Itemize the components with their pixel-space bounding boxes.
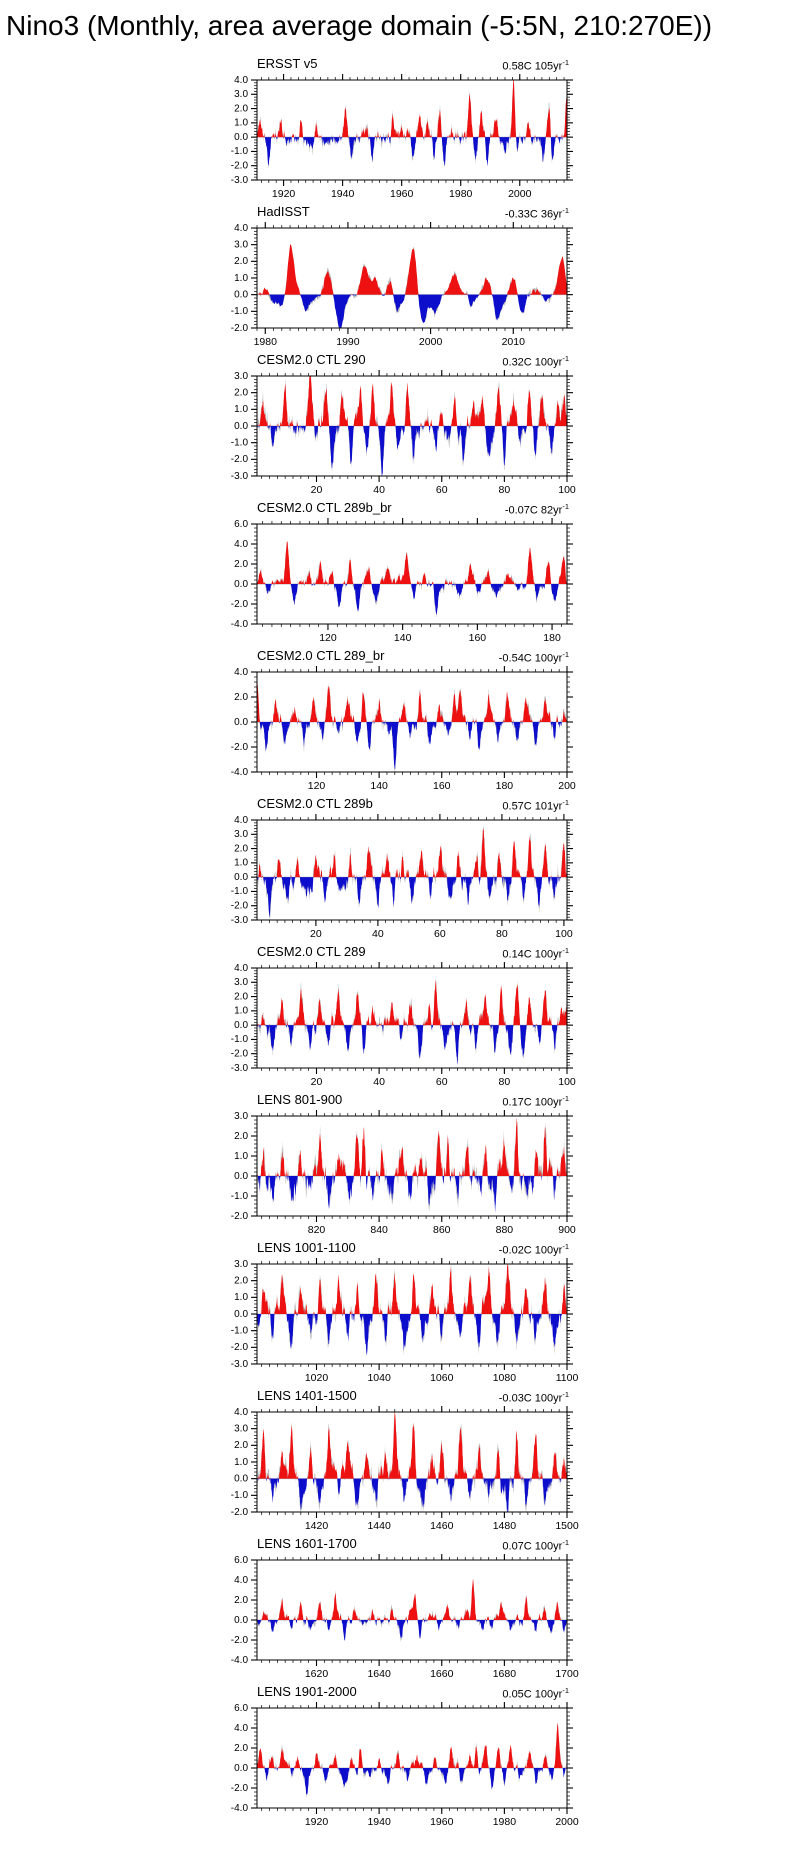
page-title: Nino3 (Monthly, area average domain (-5:5N, 210:270E)) (6, 10, 713, 41)
trend-annotation (499, 650, 569, 665)
anomaly-plot-canvas (195, 960, 585, 1088)
trend-annotation (502, 946, 569, 961)
panel-header (195, 648, 585, 664)
trend-annotation (499, 1242, 569, 1257)
anomaly-plot-canvas (195, 1552, 585, 1680)
panel-title: LENS 1001-1100 (257, 1240, 356, 1256)
panel-title: LENS 1601-1700 (257, 1536, 357, 1552)
anomaly-plot-canvas (195, 1700, 585, 1828)
panel-header (195, 1240, 585, 1256)
panel-header (195, 944, 585, 960)
panel-header (195, 796, 585, 812)
trend-exponent: -1 (562, 206, 569, 216)
trend-value: -0.54C 100yr (498, 652, 563, 665)
trend-value: 0.07C 100yr (502, 1540, 563, 1553)
trend-exponent: -1 (562, 650, 569, 660)
panel-title: CESM2.0 CTL 289_br (257, 648, 385, 664)
chart-panel (195, 1536, 585, 1684)
trend-annotation (502, 58, 569, 73)
anomaly-plot-canvas (195, 368, 585, 496)
anomaly-plot-canvas (195, 1108, 585, 1236)
chart-panel (195, 944, 585, 1092)
panel-header (195, 204, 585, 220)
panel-header (195, 1388, 585, 1404)
anomaly-plot-canvas (195, 72, 585, 200)
chart-panel (195, 56, 585, 204)
chart-panel (195, 500, 585, 648)
trend-exponent: -1 (562, 1242, 569, 1252)
trend-value: 0.58C 105yr (502, 60, 563, 73)
panel-header (195, 1536, 585, 1552)
trend-exponent: -1 (562, 1390, 569, 1400)
anomaly-plot-canvas (195, 664, 585, 792)
chart-panel (195, 1240, 585, 1388)
chart-panel (195, 1684, 585, 1832)
chart-panel (195, 648, 585, 796)
trend-value: 0.32C 100yr (502, 356, 563, 369)
trend-value: -0.02C 100yr (498, 1244, 563, 1257)
panel-title: CESM2.0 CTL 289b_br (257, 500, 392, 516)
panel-title: CESM2.0 CTL 289 (257, 944, 366, 960)
trend-value: 0.05C 100yr (502, 1688, 563, 1701)
panel-title: LENS 1401-1500 (257, 1388, 357, 1404)
trend-exponent: -1 (562, 798, 569, 808)
trend-value: -0.03C 100yr (498, 1392, 563, 1405)
chart-panel (195, 1092, 585, 1240)
trend-exponent: -1 (562, 58, 569, 68)
trend-exponent: -1 (562, 1538, 569, 1548)
trend-value: -0.07C 82yr (504, 504, 563, 517)
chart-panel (195, 204, 585, 352)
trend-exponent: -1 (562, 354, 569, 364)
panel-header (195, 56, 585, 72)
panel-title: HadISST (257, 204, 310, 220)
trend-value: 0.14C 100yr (502, 948, 563, 961)
anomaly-plot-canvas (195, 516, 585, 644)
trend-exponent: -1 (562, 502, 569, 512)
panel-title: LENS 801-900 (257, 1092, 343, 1108)
panel-header (195, 500, 585, 516)
trend-annotation (502, 1686, 569, 1701)
anomaly-plot-canvas (195, 1404, 585, 1532)
trend-exponent: -1 (562, 1094, 569, 1104)
panel-title: CESM2.0 CTL 290 (257, 352, 366, 368)
trend-annotation (499, 1390, 569, 1405)
panel-header (195, 1684, 585, 1700)
anomaly-plot-canvas (195, 220, 585, 348)
trend-value: 0.17C 100yr (502, 1096, 563, 1109)
chart-panel (195, 796, 585, 944)
anomaly-plot-canvas (195, 812, 585, 940)
trend-annotation (502, 1094, 569, 1109)
trend-value: 0.57C 101yr (502, 800, 563, 813)
trend-exponent: -1 (562, 1686, 569, 1696)
panel-title: LENS 1901-2000 (257, 1684, 357, 1700)
panel-header (195, 1092, 585, 1108)
trend-annotation (505, 502, 569, 517)
panel-title: ERSST v5 (257, 56, 318, 72)
trend-annotation (502, 798, 569, 813)
chart-panel (195, 1388, 585, 1536)
trend-annotation (502, 354, 569, 369)
chart-panel (195, 352, 585, 500)
trend-value: -0.33C 36yr (504, 208, 563, 221)
trend-annotation (502, 1538, 569, 1553)
panel-title: CESM2.0 CTL 289b (257, 796, 373, 812)
anomaly-plot-canvas (195, 1256, 585, 1384)
trend-exponent: -1 (562, 946, 569, 956)
panel-header (195, 352, 585, 368)
chart-panel-stack (195, 56, 793, 1832)
trend-annotation (505, 206, 569, 221)
